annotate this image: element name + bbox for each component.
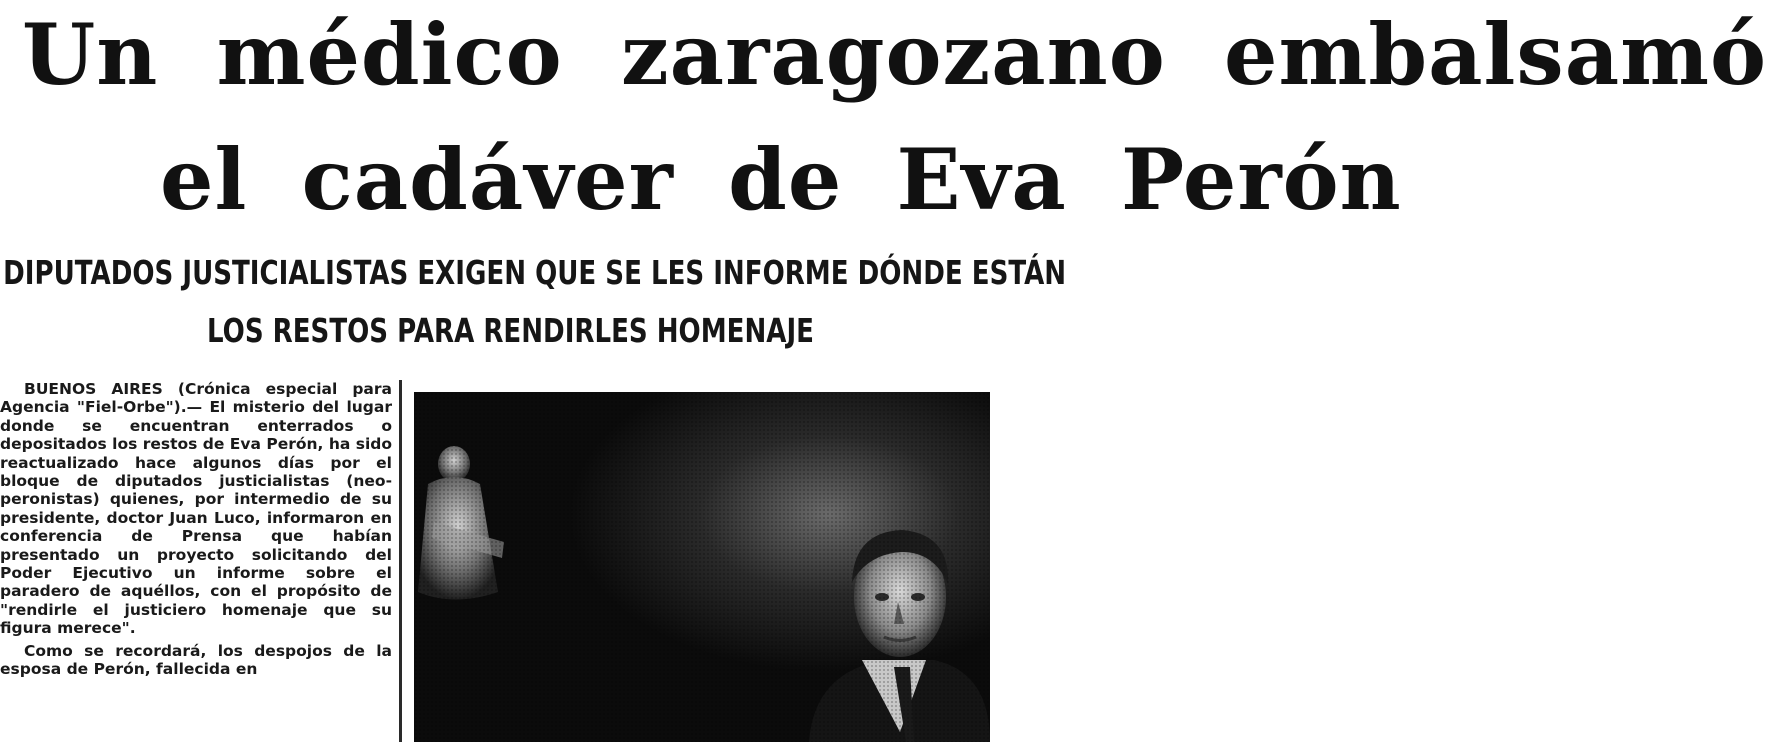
headline-line-1: Un médico zaragozano embalsamó — [22, 5, 1767, 104]
photo-image — [414, 392, 990, 742]
column-divider — [399, 380, 402, 742]
subheadline-line-2 — [0, 306, 990, 356]
headline-line-2: el cadáver de Eva Perón — [160, 130, 1402, 229]
news-photo — [414, 392, 990, 742]
article-paragraph-2: Como se recordará, los despojos de la esposa de Perón, fallecida en — [0, 641, 392, 679]
article-paragraph-1: BUENOS AIRES (Crónica especial para Agencia "Fiel-Orbe").— El misterio del lugar donde se encuentran enterrados o depositados los restos de Eva Perón, ha sido reactualizado hace algunos días por el bloque de diputados justicialistas (neo-peronistas) quienes, por intermedio de su presidente, doctor Juan Luco, informaron en conferencia de Prensa que habían presentado un proyecto solicitando del Poder Ejecutivo un informe sobre el paradero de aquéllos, con el propósito de "rendirle el justiciero homenaje que su figura merece". — [0, 380, 392, 638]
subheadline-line-2-text: LOS RESTOS PARA RENDIRLES HOMENAJE — [206, 311, 814, 350]
subheadline-line-1: DIPUTADOS JUSTICIALISTAS EXIGEN QUE SE LES INFORME DÓNDE ESTÁN — [3, 253, 1067, 292]
article-column — [0, 380, 398, 742]
